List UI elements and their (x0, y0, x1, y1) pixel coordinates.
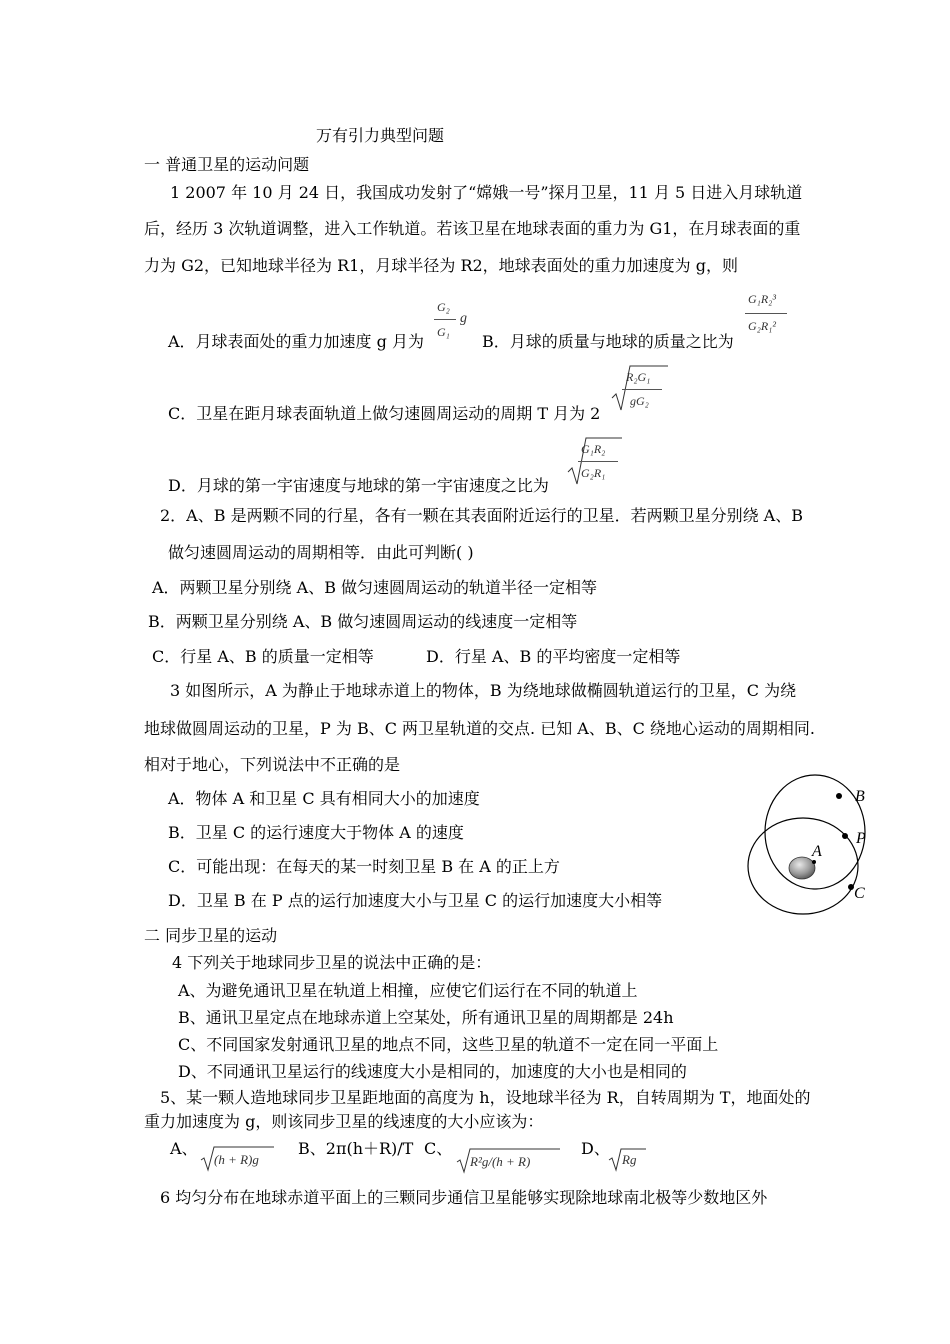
q1-option-a: A．月球表面处的重力加速度 g 月为 (168, 332, 424, 351)
q4-option-d: D、不同通讯卫星运行的线速度大小是相同的，加速度的大小也是相同的 (178, 1062, 687, 1081)
q1-formula-d-num: G₁R₂ (581, 442, 606, 456)
q1-line2: 后，经历 3 次轨道调整，进入工作轨道。若该卫星在地球表面的重力为 G1，在月球表面的重 (144, 219, 801, 238)
q1-formula-a-den: G₁ (437, 325, 450, 339)
q1-formula-c-num: R₂G₁ (626, 370, 651, 384)
q1-formula-c-den: gG₂ (630, 394, 649, 408)
q2-line1: 2．A、B 是两颗不同的行星，各有一颗在其表面附近运行的卫星．若两颗卫星分别绕 A、B (160, 506, 803, 525)
q3-option-c: C．可能出现：在每天的某一时刻卫星 B 在 A 的正上方 (168, 857, 560, 876)
q5-option-c: C、 (424, 1139, 453, 1158)
earth-icon (789, 857, 815, 879)
fraction-bar (745, 313, 787, 314)
q5-line2: 重力加速度为 g，则该同步卫星的线速度的大小应该为： (144, 1112, 544, 1131)
q3-line1: 3 如图所示，A 为静止于地球赤道上的物体，B 为绕地球做椭圆轨道运行的卫星，C 为绕 (170, 681, 797, 700)
label-b: B (855, 788, 865, 805)
q5-option-d: D、 (581, 1139, 610, 1158)
q5-option-b: B、2π(h＋R)/T (298, 1139, 414, 1158)
label-p: P (856, 830, 866, 847)
q6-line1: 6 均匀分布在地球赤道平面上的三颗同步通信卫星能够实现除地球南北极等少数地区外 (160, 1188, 768, 1207)
q3-option-d: D．卫星 B 在 P 点的运行加速度大小与卫星 C 的运行加速度大小相等 (168, 891, 663, 910)
q2-option-d: D．行星 A、B 的平均密度一定相等 (426, 647, 681, 666)
fraction-bar (578, 461, 618, 462)
section1-heading: 一 普通卫星的运动问题 (144, 155, 310, 174)
q2-option-c: C．行星 A、B 的质量一定相等 (152, 647, 374, 666)
q2-option-a: A．两颗卫星分别绕 A、B 做匀速圆周运动的轨道半径一定相等 (152, 578, 598, 597)
q1-line3: 力为 G2，已知地球半径为 R1，月球半径为 R2，地球表面处的重力加速度为 g，则 (144, 256, 739, 275)
q4-line1: 4 下列关于地球同步卫星的说法中正确的是： (172, 953, 492, 972)
q2-option-b: B．两颗卫星分别绕 A、B 做匀速圆周运动的线速度一定相等 (148, 612, 578, 631)
satellite-b-dot (836, 793, 842, 799)
point-p-dot (842, 833, 848, 839)
q1-formula-a-tail: g (460, 311, 467, 326)
q3-line3: 相对于地心，下列说法中不正确的是 (144, 755, 401, 774)
q1-option-d: D．月球的第一宇宙速度与地球的第一宇宙速度之比为 (168, 476, 549, 495)
page-title: 万有引力典型问题 (316, 126, 445, 145)
section2-heading: 二 同步卫星的运动 (144, 926, 278, 945)
q3-option-a: A．物体 A 和卫星 C 具有相同大小的加速度 (168, 789, 480, 808)
q1-line1: 1 2007 年 10 月 24 日，我国成功发射了“嫦娥一号”探月卫星，11 月 5 日进入月球轨道 (170, 183, 803, 202)
q5-formula-a: (h + R)g (214, 1152, 259, 1167)
q1-formula-a-num: G₂ (437, 300, 450, 314)
q1-formula-d-den: G₂R₁ (581, 466, 606, 480)
q5-formula-d: Rg (622, 1152, 637, 1167)
q1-formula-b-num: G₁R₂³ (748, 292, 776, 306)
q1-formula-b-den: G₂R₁² (748, 319, 776, 333)
q1-option-b: B．月球的质量与地球的质量之比为 (482, 332, 734, 351)
q3-line2: 地球做圆周运动的卫星，P 为 B、C 两卫星轨道的交点. 已知 A、B、C 绕地心运动的周期相同. (144, 719, 816, 738)
label-c: C (854, 885, 865, 902)
q1-option-c: C．卫星在距月球表面轨道上做匀速圆周运动的周期 T 月为 2 (168, 404, 601, 423)
fraction-bar (434, 319, 456, 320)
q5-line1: 5、某一颗人造地球同步卫星距地面的高度为 h，设地球半径为 R，自转周期为 T，地面处的 (160, 1088, 811, 1107)
q5-formula-c: R²g/(h + R) (470, 1154, 531, 1169)
label-a: A (812, 843, 822, 860)
q4-option-a: A、为避免通讯卫星在轨道上相撞，应使它们运行在不同的轨道上 (178, 981, 638, 1000)
object-a-dot (812, 860, 816, 864)
q2-line2: 做匀速圆周运动的周期相等．由此可判断( ) (168, 543, 474, 562)
q5-option-a: A、 (170, 1139, 198, 1158)
fraction-bar (622, 389, 662, 390)
q3-option-b: B．卫星 C 的运行速度大于物体 A 的速度 (168, 823, 464, 842)
q4-option-b: B、通讯卫星定点在地球赤道上空某处，所有通讯卫星的周期都是 24h (178, 1008, 674, 1027)
orbit-diagram (735, 770, 875, 920)
q4-option-c: C、不同国家发射通讯卫星的地点不同，这些卫星的轨道不一定在同一平面上 (178, 1035, 719, 1054)
orbit-b (765, 775, 865, 889)
